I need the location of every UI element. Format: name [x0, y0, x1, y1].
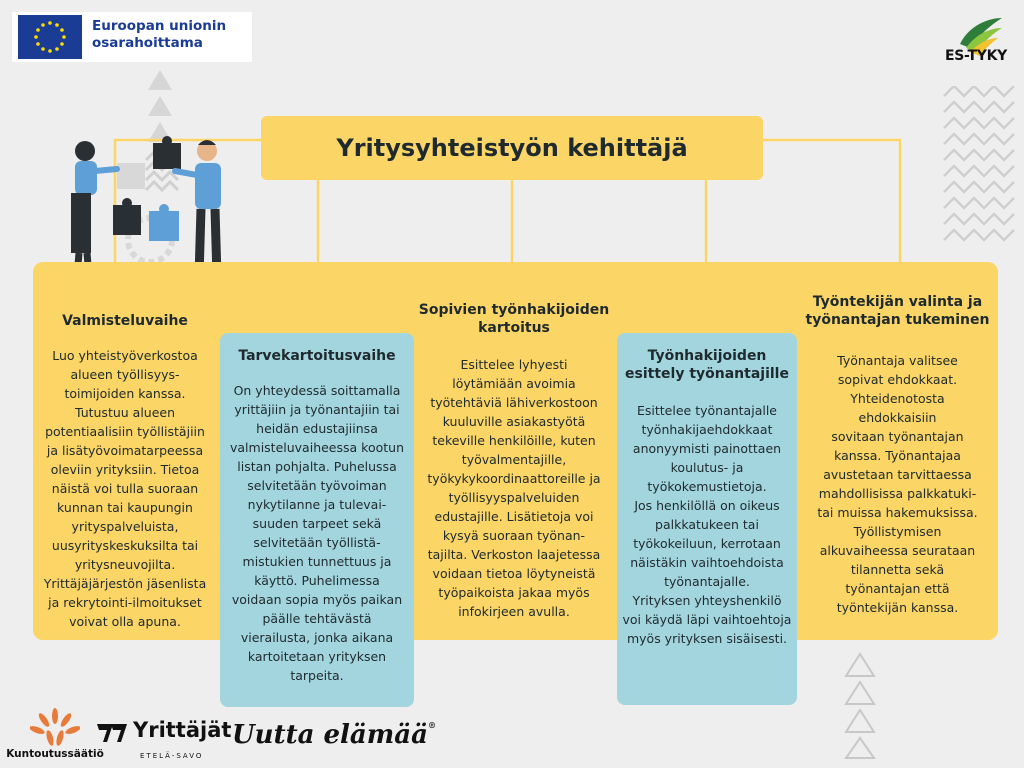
phase-2 — [220, 347, 414, 685]
triangle-outline-decoration-icon — [840, 650, 880, 760]
phase-3 — [416, 301, 612, 621]
es-tyky-logo-text: ES-TYKY — [945, 48, 1007, 64]
phase-title: Työntekijän valinta ja työnantajan tukeminen — [805, 294, 990, 328]
kuntoutussaatio-logo-icon — [30, 708, 80, 750]
phase-4 — [617, 347, 797, 648]
phase-title: Sopivien työnhakijoiden kartoitus — [418, 302, 610, 336]
title-banner — [261, 116, 763, 180]
phase-1 — [40, 312, 210, 631]
page-title: Yritysyhteistyön kehittäjä — [336, 134, 688, 162]
phase-title: Työnhakijoiden esittely työnantajille — [625, 348, 789, 382]
yrittajat-logo-icon — [97, 720, 133, 744]
kuntoutussaatio-logo-text: Kuntoutussäätiö — [6, 748, 104, 760]
phase-title: Tarvekartoitusvaihe — [238, 348, 396, 364]
phase-body: On yhteydessä soittamalla yrittäjiin ja työnantajiin tai heidän edustajiinsa valmisteluvaiheessa kootun listan pohjalta. Puhelussa selvitetään työvoiman nykytilanne ja tulevai- suuden tarpeet sekä selvitetään työllistä- mistukien tunnettuus ja käyttö. Puhelimessa voidaan sopia myös paikan päälle tehtävästä vierailusta, jonka aikana kartoitetaan yrityksen tarpeita. — [229, 383, 404, 683]
phase-body: Esittelee lyhyesti löytämiään avoimia työtehtäviä lähiverkostoon kuuluville asiakastyötä tekeville henkilöille, kuten työvalmentajille, työkykykoordinaattoreille ja työllisyyspalveluiden edustajille. Lisätietoja voi kysyä suoraan työnan- tajilta. Verkoston laajetessa voidaan tietoa löytyneistä työpaikoista jakaa myös infokirjeen avulla. — [427, 357, 601, 619]
yrittajat-region-text: ETELÄ-SAVO — [140, 752, 204, 760]
uutta-elamaa-logo-text: Uutta elämää® — [232, 720, 436, 750]
yrittajat-logo-text: Yrittäjät — [133, 718, 232, 742]
phase-5 — [800, 293, 995, 617]
phase-title: Valmisteluvaihe — [62, 313, 188, 329]
phase-body: Esittelee työnantajalle työnhakijaehdokkaat anonyymisti painottaen koulutus- ja työkokemustietoja. Jos henkilöllä on oikeus palkkatukeen tai työkokeiluun, kerrotaan näistäkin vaihtoehdoista työnantajalle. Yrityksen yhteyshenkilö voi käydä läpi vaihtoehtoja myös yrityksen sisäisesti. — [622, 403, 792, 646]
eu-funding-text: Euroopan unionin osarahoittama — [92, 18, 227, 51]
phase-body: Työnantaja valitsee sopivat ehdokkaat. Yhteidenotosta ehdokkaisiin sovitaan työnantajan kanssa. Työnantajaa avustetaan tarvittaessa mahdollisissa palkkatuki- tai muissa hakemuksissa. Työllistymisen alkuvaiheessa seurataan tilannetta sekä työnantajan että työntekijän kanssa. — [817, 353, 978, 615]
phase-body: Luo yhteistyöverkostoa alueen työllisyys- toimijoiden kanssa. Tutustuu alueen potentiaalisiin työllistäjiin ja lisätyövoimatarpeessa oleviin yrityksiin. Tietoa näistä voi tulla suoraan kunnan tai kaupungin yrityspalveluista, uusyrityskeskuksilta tai yritysneuvojilta. Yrittäjäjärjestön jäsenlista ja rekrytointi-ilmoitukset voivat olla apuna. — [43, 348, 207, 629]
